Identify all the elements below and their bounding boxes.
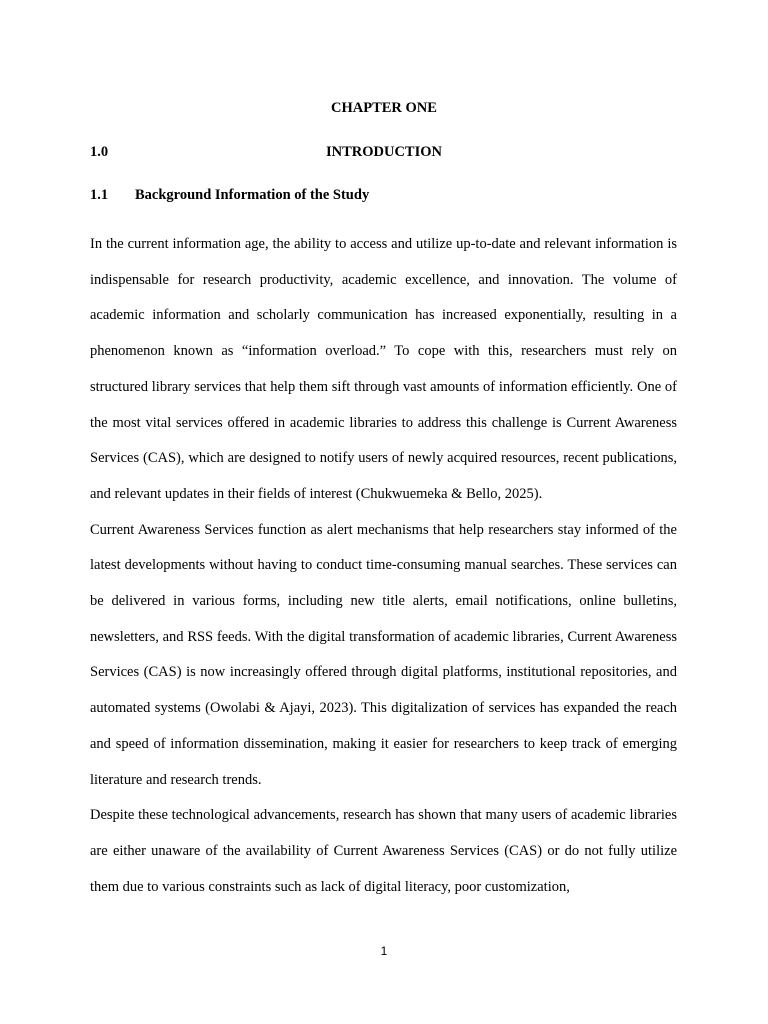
paragraph: In the current information age, the ability to access and utilize up-to-date and relevant information is indispensable for research productivity, academic excellence, and innovation. The volume of academic information and scholarly communication has increased exponentially, resulting in a phenomenon known as “information overload.” To cope with this, researchers must rely on structured library services that help them sift through vast amounts of information efficiently. One of the most vital services offered in academic libraries to address this challenge is Current Awareness Services (CAS), which are designed to notify users of newly acquired resources, recent publications, and relevant updates in their fields of interest (Chukwuemeka & Bello, 2025).: [90, 236, 677, 502]
section-title: INTRODUCTION: [325, 144, 442, 160]
body-text: [90, 227, 677, 905]
paragraph: Current Awareness Services function as alert mechanisms that help researchers stay informed of the latest developments without having to conduct time-consuming manual searches. These services can be delivered in various forms, including new title alerts, email notifications, online bulletins, newsletters, and RSS feeds. With the digital transformation of academic libraries, Current Awareness Services (CAS) is now increasingly offered through digital platforms, institutional repositories, and automated systems (Owolabi & Ajayi, 2023). This digitalization of services has expanded the reach and speed of information dissemination, making it easier for researchers to keep track of emerging literature and research trends.: [90, 521, 677, 788]
subsection-title: Background Information of the Study: [135, 187, 370, 203]
section-number: 1.0: [90, 144, 109, 160]
chapter-title: CHAPTER ONE: [331, 100, 437, 116]
subsection-number: 1.1: [90, 187, 109, 203]
page-number: 1: [380, 944, 388, 958]
subsection-heading: [90, 187, 369, 204]
paragraph: Despite these technological advancements, research has shown that many users of academic libraries are either unaware of the availability of Current Awareness Services (CAS) or do not fully utilize them due to various constraints such as lack of digital literacy, poor customization,: [90, 807, 677, 895]
